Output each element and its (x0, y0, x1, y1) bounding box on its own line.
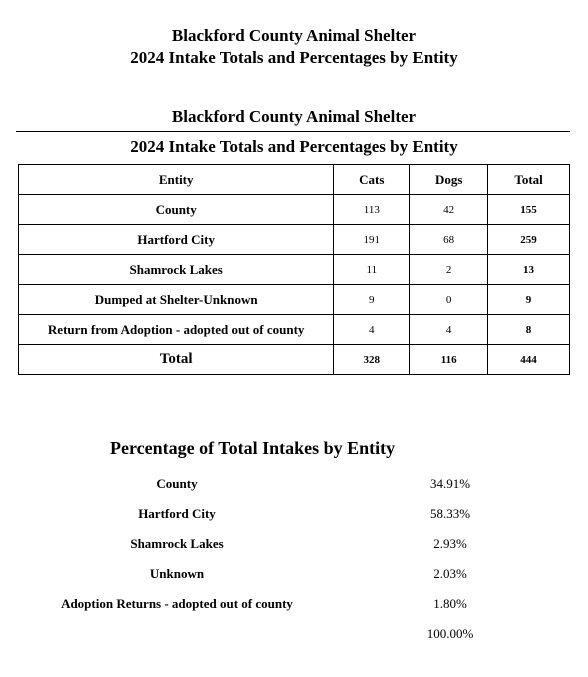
table-row (19, 255, 570, 285)
dogs-cell: 2 (410, 255, 488, 285)
dogs-cell: 4 (410, 315, 488, 345)
table-header-row (19, 165, 570, 195)
percentage-value: 2.93% (433, 536, 467, 551)
total-dogs-cell: 116 (410, 345, 488, 375)
percentage-row (0, 474, 588, 494)
table-row (19, 195, 570, 225)
cats-cell: 9 (334, 285, 410, 315)
percentage-value: 58.33% (429, 506, 471, 521)
percentage-label: County (156, 476, 198, 491)
total-cell: 155 (488, 195, 570, 225)
entity-cell: Return from Adoption - adopted out of county (19, 315, 334, 345)
dogs-cell: 68 (410, 225, 488, 255)
dogs-cell: 0 (410, 285, 488, 315)
percentage-label: Adoption Returns - adopted out of county (61, 596, 293, 611)
column-header-total: Total (488, 165, 570, 195)
percentage-label: Unknown (149, 566, 205, 581)
percentage-label: Hartford City (138, 506, 216, 521)
header-title-line1: Blackford County Animal Shelter (171, 26, 417, 45)
entity-cell: Shamrock Lakes (19, 255, 334, 285)
entity-cell: Dumped at Shelter-Unknown (19, 285, 334, 315)
percentage-value: 1.80% (433, 596, 467, 611)
percentage-row (0, 534, 588, 554)
header-title-line2: 2024 Intake Totals and Percentages by Entity (130, 48, 458, 67)
total-label-cell: Total (19, 345, 334, 375)
intake-table (18, 164, 570, 375)
grand-total-cell: 444 (488, 345, 570, 375)
percentage-row (0, 594, 588, 614)
table-title-line1: Blackford County Animal Shelter (171, 107, 417, 126)
column-header-cats: Cats (334, 165, 410, 195)
dogs-cell: 42 (410, 195, 488, 225)
table-row (19, 315, 570, 345)
total-cats-cell: 328 (334, 345, 410, 375)
total-cell: 13 (488, 255, 570, 285)
cats-cell: 113 (334, 195, 410, 225)
total-cell: 8 (488, 315, 570, 345)
table-row (19, 225, 570, 255)
column-header-entity: Entity (19, 165, 334, 195)
percentage-value: 34.91% (429, 476, 471, 491)
cats-cell: 11 (334, 255, 410, 285)
percentage-row (0, 504, 588, 524)
table-total-row (19, 345, 570, 375)
total-cell: 259 (488, 225, 570, 255)
entity-cell: County (19, 195, 334, 225)
total-cell: 9 (488, 285, 570, 315)
cats-cell: 191 (334, 225, 410, 255)
table-title-line2: 2024 Intake Totals and Percentages by Entity (130, 137, 458, 156)
column-header-dogs: Dogs (410, 165, 488, 195)
percentage-value: 2.03% (433, 566, 467, 581)
percentage-total: 100.00% (426, 626, 474, 641)
cats-cell: 4 (334, 315, 410, 345)
table-row (19, 285, 570, 315)
entity-cell: Hartford City (19, 225, 334, 255)
percentage-label: Shamrock Lakes (130, 536, 224, 551)
title-divider (16, 131, 570, 132)
percentage-title: Percentage of Total Intakes by Entity (110, 438, 396, 458)
percentage-row (0, 564, 588, 584)
